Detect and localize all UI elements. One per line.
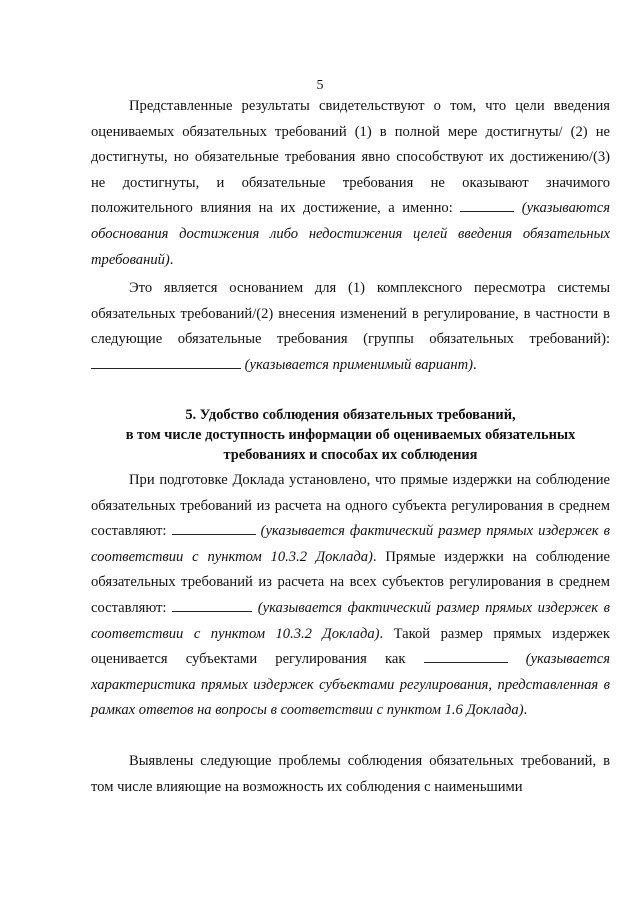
paragraph-4: Выявлены следующие проблемы соблюдения обязательных требований, в том числе влияющие на возможность их соблюдения с наименьшими (91, 753, 610, 795)
paragraph-3-text-b: . Прямые издержки на соблюдение обязательных требований из расчета на всех субъектов регулирования в среднем составляют: (91, 548, 610, 616)
paragraph-2-text: Это является основанием для (1) комплексного пересмотра системы обязательных требований/(2) внесения изменений в регулирование, в частности в следующие обязательные требования (группы обязательных требований): (91, 280, 610, 348)
fill-in-blank (91, 354, 241, 369)
paragraph-2 (91, 276, 610, 378)
paragraph-3-italic-b: (указывается фактический размер прямых издержек в соответствии с пунктом 10.3.2 Доклада) (91, 599, 611, 642)
paragraph-2-end: . (473, 356, 477, 373)
paragraph-1-text: Представленные результаты свидетельствуют о том, что цели введения оцениваемых обязательных требований (1) в полной мере достигнуты/ (2) не достигнуты, но обязательные требования явно способствуют их достижению/(3) не достигнуты, и обязательные требования не оказывают значимого положительного влияния на их достижение, а именно: (91, 98, 610, 217)
paragraph-direct-costs (91, 468, 610, 736)
paragraph-compliance-problems (91, 749, 610, 812)
paragraph-revision-basis (91, 276, 610, 390)
section-heading (91, 405, 610, 465)
fill-in-blank (172, 520, 256, 535)
paragraph-3-italic-c: (указывается характеристика прямых издержек субъектами регулирования, представленная в рамках ответов на вопросы в соответствии с пунктом 1.6 Доклада) (91, 651, 610, 719)
section-heading-line-2: в том числе доступность информации об оцениваемых обязательных (125, 427, 576, 443)
fill-in-blank (460, 197, 514, 212)
paragraph-3-end: . (523, 702, 528, 719)
page-number: 5 (316, 78, 324, 93)
paragraph-goals-assessment (91, 94, 610, 285)
paragraph-1-end: . (169, 251, 174, 268)
paragraph-3 (91, 468, 610, 724)
paragraph-3-text-a: При подготовке Доклада установлено, что прямые издержки на соблюдение обязательных требований из расчета на одного субъекта регулирования в среднем составляют: (91, 472, 610, 540)
paragraph-1-italic: (указываются обоснования достижения либо недостижения целей введения обязательных требований) (91, 200, 610, 268)
paragraph-1 (91, 94, 610, 273)
paragraph-2-italic: (указывается применимый вариант) (244, 356, 474, 373)
fill-in-blank (424, 648, 508, 663)
fill-in-blank (172, 597, 252, 612)
section-heading-line-3: требованиях и способах их соблюдения (223, 447, 478, 463)
section-heading-line-1: 5. Удобство соблюдения обязательных требований, (185, 407, 516, 423)
paragraph-3-italic-a: (указывается фактический размер прямых издержек в соответствии с пунктом 10.3.2 Доклада) (91, 523, 610, 565)
paragraph-3-text-c: . Такой размер прямых издержек оценивается субъектами регулирования как (91, 625, 610, 668)
